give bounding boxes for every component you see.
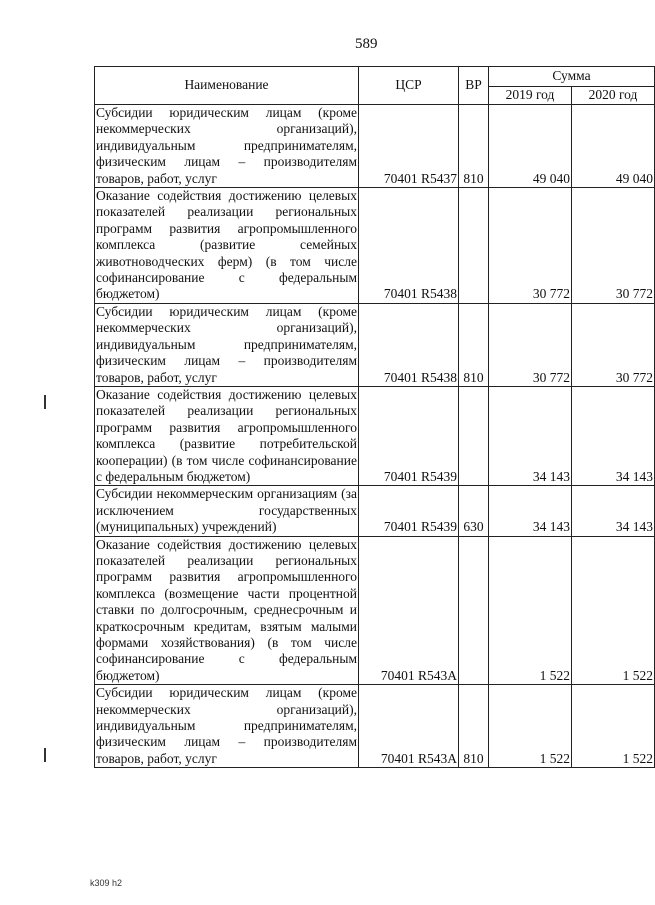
row-name: Оказание содействия достижению целевых показателей реализации региональных программ развития агропромышленного комплекса (возмещение части процентной ставки по долгосрочным, среднесрочным и краткосрочным кредитам, взятым малыми формами хозяйствования) (в том числе софинансирование с федеральным бюджетом)	[96, 536, 357, 683]
row-csr: 70401 R5438	[359, 303, 459, 386]
row-amount-2019: 30 772	[489, 188, 572, 304]
row-name: Субсидии юридическим лицам (кроме некоммерческих организаций), индивидуальным предпринимателям, физическим лицам – производителям товаров, работ, услуг	[96, 685, 357, 766]
row-csr: 70401 R5439	[359, 486, 459, 536]
row-amount-2019: 1 522	[489, 685, 572, 768]
row-csr: 70401 R543A	[359, 685, 459, 768]
row-amount-2019: 34 143	[489, 486, 572, 536]
footer-code: k309 h2	[90, 878, 123, 888]
row-csr: 70401 R5439	[359, 386, 459, 485]
table-row	[95, 303, 655, 386]
row-vr	[459, 386, 489, 485]
margin-mark-2	[44, 748, 46, 762]
row-amount-2020: 34 143	[572, 486, 655, 536]
margin-mark-1	[44, 395, 46, 409]
table-row	[95, 536, 655, 685]
table-row	[95, 386, 655, 485]
header-vr: ВР	[459, 67, 489, 105]
table-row	[95, 105, 655, 188]
row-vr: 810	[459, 685, 489, 768]
header-year-2020: 2020 год	[572, 87, 655, 105]
row-csr: 70401 R543A	[359, 536, 459, 685]
header-name: Наименование	[95, 67, 359, 105]
page-number: 589	[355, 36, 378, 52]
row-amount-2020: 30 772	[572, 303, 655, 386]
row-vr	[459, 188, 489, 304]
row-amount-2020: 1 522	[572, 536, 655, 685]
table-row	[95, 188, 655, 304]
row-vr	[459, 536, 489, 685]
row-amount-2019: 34 143	[489, 386, 572, 485]
row-csr: 70401 R5437	[359, 105, 459, 188]
row-amount-2020: 30 772	[572, 188, 655, 304]
row-csr: 70401 R5438	[359, 188, 459, 304]
row-vr: 810	[459, 105, 489, 188]
row-vr: 630	[459, 486, 489, 536]
row-name: Субсидии юридическим лицам (кроме некоммерческих организаций), индивидуальным предпринимателям, физическим лицам – производителям товаров, работ, услуг	[96, 105, 357, 186]
row-amount-2019: 30 772	[489, 303, 572, 386]
row-amount-2020: 1 522	[572, 685, 655, 768]
row-name: Оказание содействия достижению целевых показателей реализации региональных программ развития агропромышленного комплекса (развитие потребительской кооперации) (в том числе софинансирование с федеральным бюджетом)	[96, 386, 357, 484]
table-row	[95, 685, 655, 768]
budget-table	[94, 66, 655, 768]
row-name: Субсидии некоммерческим организациям (за исключением государственных (муниципальных) учреждений)	[96, 486, 357, 535]
row-amount-2019: 1 522	[489, 536, 572, 685]
row-amount-2019: 49 040	[489, 105, 572, 188]
row-amount-2020: 49 040	[572, 105, 655, 188]
header-year-2019: 2019 год	[489, 87, 572, 105]
table-row	[95, 486, 655, 536]
row-name: Оказание содействия достижению целевых показателей реализации региональных программ развития агропромышленного комплекса (развитие семейных животноводческих ферм) (в том числе софинансирование с федеральным бюджетом)	[96, 188, 357, 302]
row-name: Субсидии юридическим лицам (кроме некоммерческих организаций), индивидуальным предпринимателям, физическим лицам – производителям товаров, работ, услуг	[96, 303, 357, 385]
row-vr: 810	[459, 303, 489, 386]
row-amount-2020: 34 143	[572, 386, 655, 485]
header-sum: Сумма	[489, 67, 655, 87]
header-csr: ЦСР	[359, 67, 459, 105]
